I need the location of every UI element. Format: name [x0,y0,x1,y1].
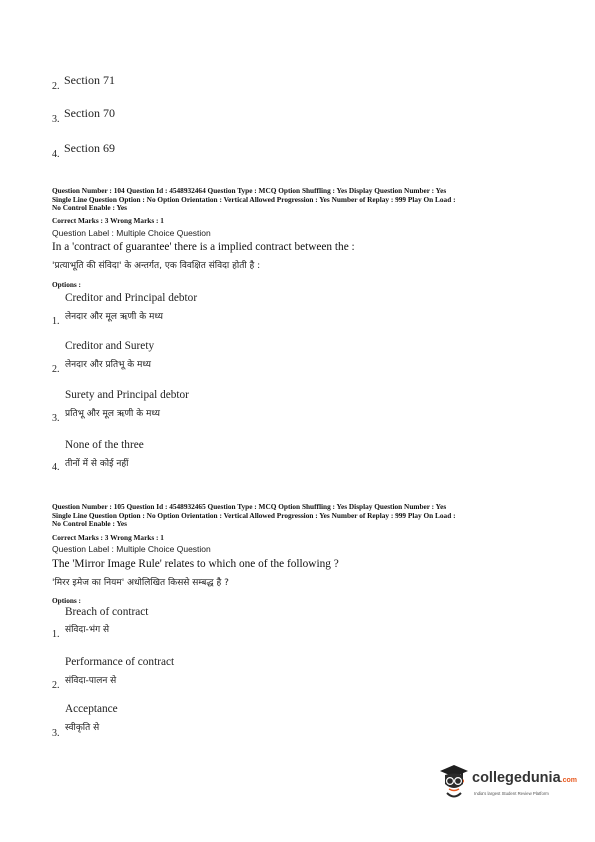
option-text-hindi: लेनदार और प्रतिभू के मध्य [65,360,152,370]
brand-tagline: India's largest Student Review Platform [474,791,549,796]
question-text-hindi: 'प्रत्याभूति की संविदा' के अन्तर्गत, एक विवक्षित संविदा होती है : [52,261,261,271]
option-number: 1. [52,316,60,327]
meta-line: Single Line Question Option : No Option Orientation : Vertical Allowed Progression : Yes Number of Replay : 999 Play On Load : [52,510,456,520]
option-text: Section 70 [64,106,115,120]
option-text-hindi: संविदा-भंग से [65,625,110,635]
meta-line: No Control Enable : Yes [52,519,127,529]
option-text-english: Creditor and Surety [65,340,155,352]
marks-info: Correct Marks : 3 Wrong Marks : 1 [52,216,164,225]
option-text: Section 69 [64,141,115,155]
option-text-english: Acceptance [65,703,118,715]
option-number: 4. [52,149,60,160]
question-meta [52,187,547,213]
meta-line: Single Line Question Option : No Option Orientation : Vertical Allowed Progression : Yes Number of Replay : 999 Play On Load : [52,194,456,204]
option-number: 1. [52,629,60,640]
options-label: Options : [52,596,81,605]
question-meta [52,503,547,529]
option-number: 2. [52,81,60,92]
meta-line: Question Number : 104 Question Id : 4548932464 Question Type : MCQ Option Shuffling : Yes Display Question Number : Yes [52,186,447,195]
question-label: Question Label : Multiple Choice Question [52,544,211,554]
brand-name-main: collegedunia [472,770,561,786]
option-text-hindi: लेनदार और मूल ऋणी के मध्य [65,312,163,322]
question-text-english: In a 'contract of guarantee' there is a implied contract between the : [52,241,355,253]
graduate-mascot-icon [437,762,471,802]
option-number: 4. [52,462,60,473]
option-text-hindi: स्वीकृति से [65,723,100,733]
option-number: 3. [52,114,60,125]
question-text-english: The 'Mirror Image Rule' relates to which one of the following ? [52,558,339,570]
brand-name [472,770,577,786]
collegedunia-logo [437,762,577,806]
option-text-hindi: तीनों में से कोई नहीं [65,459,129,469]
option-number: 2. [52,364,60,375]
option-number: 2. [52,680,60,691]
option-number: 3. [52,413,60,424]
options-label: Options : [52,280,81,289]
brand-name-suffix: .com [560,777,577,784]
marks-info: Correct Marks : 3 Wrong Marks : 1 [52,533,164,542]
option-text-english: Creditor and Principal debtor [65,292,198,304]
option-text-english: None of the three [65,439,144,451]
option-text-english: Breach of contract [65,606,149,618]
option-text-english: Performance of contract [65,656,175,668]
meta-line: Question Number : 105 Question Id : 4548932465 Question Type : MCQ Option Shuffling : Yes Display Question Number : Yes [52,502,447,511]
option-text-hindi: संविदा-पालन से [65,676,117,686]
option-text-hindi: प्रतिभू और मूल ऋणी के मध्य [65,409,160,419]
question-label: Question Label : Multiple Choice Question [52,228,211,238]
meta-line: No Control Enable : Yes [52,203,127,213]
option-text-english: Surety and Principal debtor [65,389,189,401]
option-text: Section 71 [64,73,115,87]
option-number: 3. [52,728,60,739]
question-text-hindi: 'मिरर इमेज का नियम' अधोलिखित किससे सम्बद्ध है ? [52,578,229,588]
